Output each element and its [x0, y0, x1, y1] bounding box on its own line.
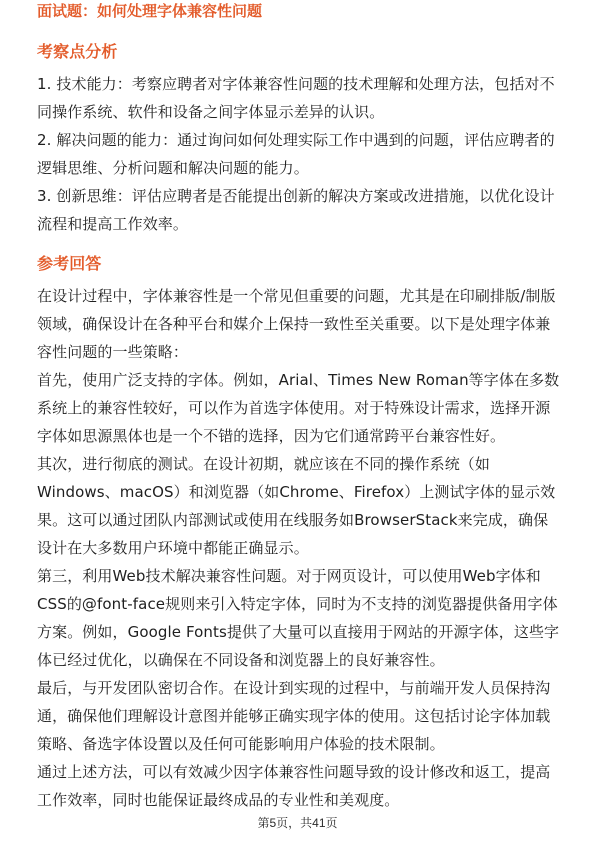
answer-paragraph-6: 通过上述方法，可以有效减少因字体兼容性问题导致的设计修改和返工，提高工作效率，同时也能保证最终成品的专业性和美观度。: [37, 763, 551, 809]
answer-paragraph-1: 在设计过程中，字体兼容性是一个常见但重要的问题，尤其是在印刷排版/制版领域，确保设计在各种平台和媒介上保持一致性至关重要。以下是处理字体兼容性问题的一些策略：: [37, 287, 556, 361]
analysis-item-1: 1. 技术能力：考察应聘者对字体兼容性问题的技术理解和处理方法，包括对不同操作系统、软件和设备之间字体显示差异的认识。: [37, 75, 555, 121]
page-content: [37, 40, 562, 814]
analysis-item-3: 3. 创新思维：评估应聘者是否能提出创新的解决方案或改进措施，以优化设计流程和提高工作效率。: [37, 187, 555, 233]
answer-paragraph-2: 首先，使用广泛支持的字体。例如，Arial、Times New Roman等字体在多数系统上的兼容性较好，可以作为首选字体使用。对于特殊设计需求，选择开源字体如思源黑体也是一个不错的选择，因为它们通常跨平台兼容性好。: [37, 371, 560, 445]
cut-off-heading-text: 面试题：如何处理字体兼容性问题: [37, 2, 263, 20]
section-title-analysis: 考察点分析: [37, 42, 118, 61]
analysis-item-2: 2. 解决问题的能力：通过询问如何处理实际工作中遇到的问题，评估应聘者的逻辑思维、分析问题和解决问题的能力。: [37, 131, 555, 177]
section-title-reference-answer: 参考回答: [37, 254, 102, 273]
cut-off-heading: [37, 2, 327, 20]
answer-paragraph-3: 其次，进行彻底的测试。在设计初期，就应该在不同的操作系统（如Windows、macOS）和浏览器（如Chrome、Firefox）上测试字体的显示效果。这可以通过团队内部测试或使用在线服务如BrowserStack来完成，确保设计在大多数用户环境中都能正确显示。: [37, 455, 556, 557]
answer-paragraph-4: 第三，利用Web技术解决兼容性问题。对于网页设计，可以使用Web字体和CSS的@font-face规则来引入特定字体，同时为不支持的浏览器提供备用字体方案。例如，Google Fonts提供了大量可以直接用于网站的开源字体，这些字体已经过优化，以确保在不同设备和浏览器上的良好兼容性。: [37, 567, 560, 669]
page-number-footer: 第5页，共41页: [257, 816, 338, 830]
answer-paragraph-5: 最后，与开发团队密切合作。在设计到实现的过程中，与前端开发人员保持沟通，确保他们理解设计意图并能够正确实现字体的使用。这包括讨论字体加载策略、备选字体设置以及任何可能影响用户体验的技术限制。: [37, 679, 551, 753]
